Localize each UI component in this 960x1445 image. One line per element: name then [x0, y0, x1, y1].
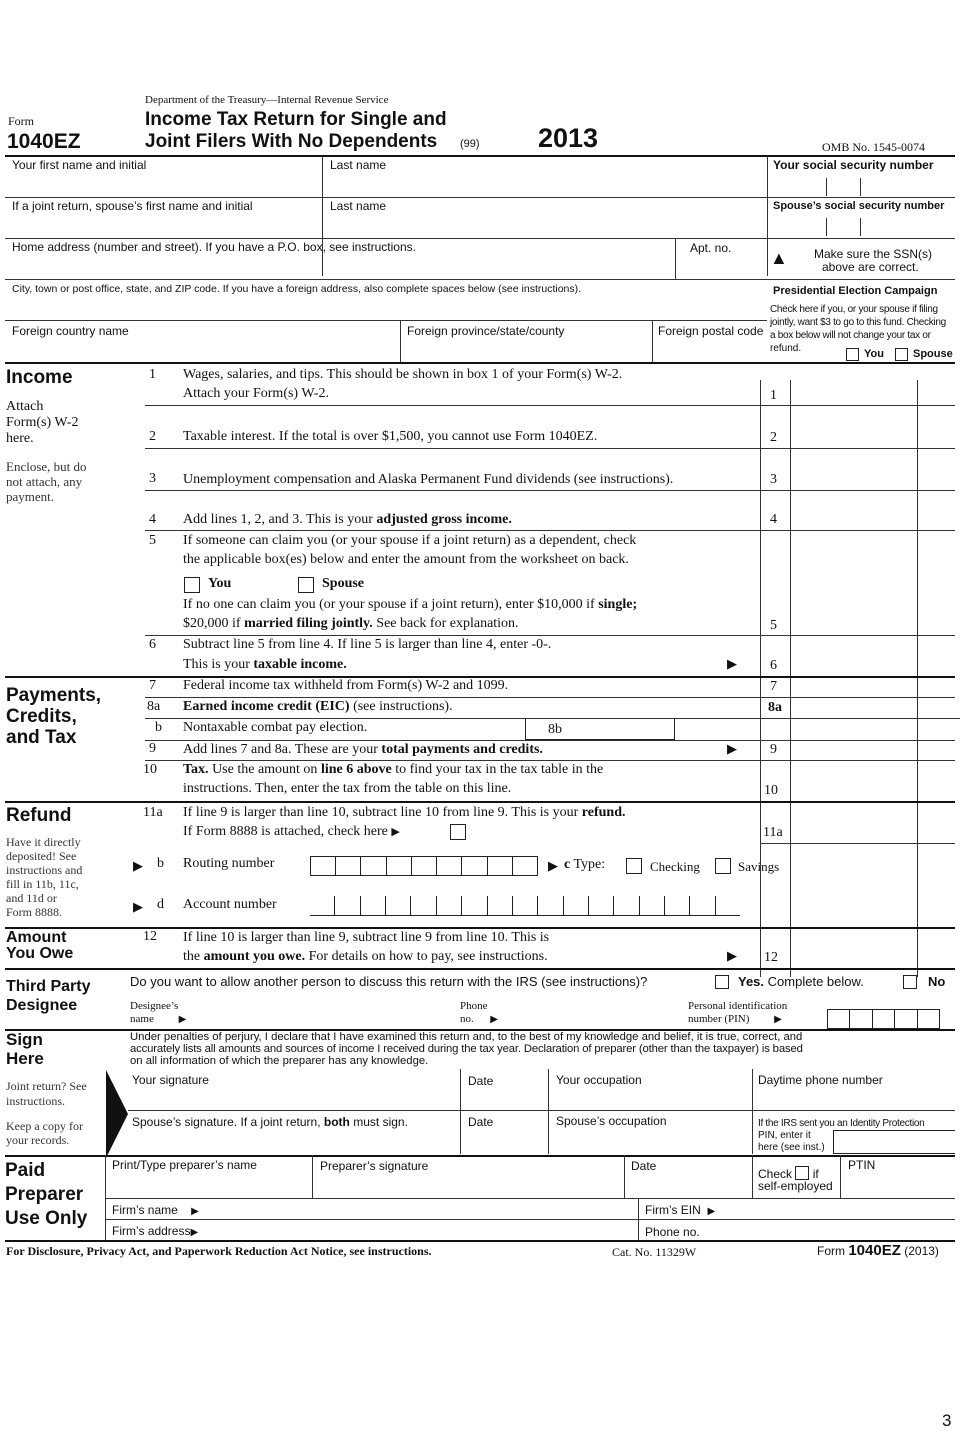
line-5-box-number: 5 [770, 618, 777, 633]
row-line [5, 238, 955, 239]
campaign-text1: Check here if you, or your spouse if filing [770, 304, 938, 315]
line-3-number: 3 [149, 471, 156, 486]
row-line [145, 448, 955, 449]
line-1-box-number: 1 [770, 388, 777, 403]
line-8a-box-number: 8a [768, 700, 782, 715]
row-line [5, 1240, 955, 1242]
ssn-note-line1: Make sure the SSN(s) [814, 247, 933, 261]
line-10-box-number: 10 [764, 783, 778, 798]
omb-number: OMB No. 1545-0074 [822, 140, 926, 154]
tax-year: 2013 [538, 123, 599, 153]
attach-note2: Form(s) W-2 [6, 415, 79, 430]
enclose-note1: Enclose, but do [6, 459, 87, 474]
form-code: (99) [460, 138, 480, 150]
sign-heading1: Sign [6, 1030, 43, 1049]
line-5-text-a: If someone can claim you (or your spouse if a joint return) as a dependent, check [183, 533, 637, 548]
ptin-field[interactable]: PTIN [848, 1158, 876, 1172]
checking-label: Checking [650, 859, 700, 874]
line-5-text-d: $20,000 if married filing jointly. See back for explanation. [183, 616, 519, 631]
spouse-date-field[interactable]: Date [468, 1115, 494, 1129]
spouse-occupation-field[interactable]: Spouse’s occupation [556, 1114, 667, 1128]
amount-column-line [917, 380, 918, 977]
line-4-text: Add lines 1, 2, and 3. This is your adjusted gross income. [183, 512, 512, 527]
payments-heading1: Payments, [6, 685, 102, 706]
line-12-box-number: 12 [764, 950, 778, 965]
arrow-right-icon: ▶ [133, 899, 143, 914]
line-11c-label: c Type: [564, 857, 606, 872]
footer-form-id: Form 1040EZ (2013) [817, 1242, 939, 1259]
sign-arrow-icon [104, 1070, 128, 1158]
campaign-title: Presidential Election Campaign [773, 285, 938, 297]
daytime-phone-field[interactable]: Daytime phone number [758, 1073, 883, 1087]
ip-pin-field[interactable] [833, 1130, 955, 1154]
arrow-right-icon: ▶ [391, 826, 400, 838]
row-line [145, 635, 955, 636]
divider [652, 320, 653, 362]
first-name-field[interactable]: Your first name and initial [12, 158, 147, 172]
spouse-last-name-field[interactable]: Last name [330, 199, 387, 213]
designee-pin-label1: Personal identification [688, 1000, 788, 1012]
line-6-text-a: Subtract line 5 from line 4. If line 5 is larger than line 4, enter -0-. [183, 637, 552, 652]
designee-phone-label1: Phone [460, 1000, 488, 1012]
payments-heading2: Credits, [6, 706, 77, 727]
preparer-heading2: Preparer [5, 1184, 84, 1205]
form-number: 1040EZ [7, 130, 81, 153]
attach-note1: Attach [6, 399, 44, 414]
line-2-text: Taxable interest. If the total is over $1,500, you cannot use Form 1040EZ. [183, 429, 598, 444]
line-3-text: Unemployment compensation and Alaska Permanent Fund dividends (see instructions). [183, 472, 674, 487]
line-12-text-b: the amount you owe. For details on how to pay, see instructions. [183, 949, 548, 964]
line-8b-text: Nontaxable combat pay election. [183, 720, 368, 735]
line-5-text-b: the applicable box(es) below and enter the amount from the worksheet on back. [183, 552, 629, 567]
line-8a-number: 8a [147, 699, 161, 714]
row-line [128, 1110, 955, 1111]
designee-yes-checkbox[interactable] [715, 975, 729, 989]
sign-date-field[interactable]: Date [468, 1074, 494, 1088]
line-1-text: Wages, salaries, and tips. This should be shown in box 1 of your Form(s) W-2. [183, 367, 623, 382]
line-9-text: Add lines 7 and 8a. These are your total payments and credits. [183, 742, 543, 757]
ssn-separator [826, 178, 827, 196]
catalog-number: Cat. No. 11329W [612, 1245, 697, 1259]
row-line [5, 362, 767, 364]
department-label: Department of the Treasury—Internal Revenue Service [145, 94, 389, 106]
line-11a-text-a: If line 9 is larger than line 10, subtract line 10 from line 9. This is your refund. [183, 805, 626, 820]
line-8a-text: Earned income credit (EIC) (see instructions). [183, 699, 453, 714]
line-8b-box-label: 8b [548, 722, 562, 737]
payments-heading3: and Tax [6, 727, 77, 748]
perjury-text3: on all information of which the preparer has any knowledge. [130, 1055, 429, 1067]
amount-owe-heading1: Amount [6, 929, 67, 946]
third-party-heading1: Third Party [6, 978, 91, 995]
firm-phone-field[interactable]: Phone no. [645, 1225, 700, 1239]
amount-column-line [760, 380, 761, 977]
campaign-you-checkbox[interactable] [846, 348, 859, 361]
divider [312, 1155, 313, 1198]
firm-name-field[interactable]: Firm’s name ▶ [112, 1203, 199, 1217]
line-1-amount-field[interactable] [790, 380, 917, 406]
line-11d-label: d [157, 897, 164, 912]
page-number: 3 [942, 1411, 952, 1430]
header-rule [5, 155, 955, 157]
preparer-date-field[interactable]: Date [631, 1159, 657, 1173]
enclose-note3: payment. [6, 489, 55, 504]
divider [840, 1155, 841, 1198]
firm-address-field[interactable]: Firm’s address▶ [112, 1224, 199, 1238]
income-heading: Income [6, 367, 73, 388]
campaign-text2: jointly, want $3 to go to this fund. Checking [770, 317, 946, 328]
arrow-right-icon: ▶ [190, 1227, 199, 1238]
joint-note2: instructions. [6, 1094, 65, 1108]
refund-note3: instructions and [6, 863, 83, 877]
campaign-spouse-checkbox[interactable] [895, 348, 908, 361]
row-line [760, 843, 955, 844]
line-1-number: 1 [149, 367, 156, 382]
savings-checkbox[interactable] [715, 858, 731, 874]
line-9-number: 9 [149, 741, 156, 756]
preparer-signature-field[interactable]: Preparer’s signature [320, 1159, 429, 1173]
row-line [5, 801, 955, 803]
arrow-right-icon: ▶ [707, 1206, 716, 1217]
divider [752, 1155, 753, 1198]
ssn-separator [860, 178, 861, 196]
divider [460, 1069, 461, 1154]
line-7-box-number: 7 [770, 679, 777, 694]
line-11a-box-number: 11a [763, 825, 783, 840]
ssn-note-line2: above are correct. [822, 260, 919, 274]
line-5-you-label: You [208, 576, 232, 591]
refund-note4: fill in 11b, 11c, [6, 877, 79, 891]
row-line [767, 279, 955, 280]
line-1-text-b: Attach your Form(s) W-2. [183, 386, 329, 401]
checking-checkbox[interactable] [626, 858, 642, 874]
designee-name-label1: Designee’s [130, 1000, 179, 1012]
line-2-number: 2 [149, 429, 156, 444]
arrow-right-icon: ▶ [774, 1014, 782, 1025]
ip-pin-label1: If the IRS sent you an Identity Protection [758, 1118, 925, 1129]
line-8b-number: b [155, 720, 162, 735]
designee-no-checkbox[interactable] [903, 975, 917, 989]
form-8888-checkbox[interactable] [450, 824, 466, 840]
divider [675, 238, 676, 280]
foreign-postal-field[interactable]: Foreign postal code [658, 324, 764, 338]
row-line [145, 760, 955, 761]
line-4-number: 4 [149, 512, 156, 527]
designee-pin-label2: number (PIN) ▶ [688, 1013, 782, 1025]
ssn-separator [826, 218, 827, 236]
preparer-name-field[interactable]: Print/Type preparer’s name [112, 1158, 257, 1172]
divider [548, 1069, 549, 1154]
line-6-box-number: 6 [770, 658, 777, 673]
line-6-text-b: This is your taxable income. [183, 657, 347, 672]
line-9-box-number: 9 [770, 742, 777, 757]
refund-note2: deposited! See [6, 849, 77, 863]
row-line [145, 740, 955, 741]
line-6-number: 6 [149, 637, 156, 652]
refund-note5: and 11d or [6, 891, 57, 905]
city-field[interactable]: City, town or post office, state, and ZIP code. If you have a foreign address, also complete spaces below (see instructions). [12, 283, 582, 295]
divider [624, 1155, 625, 1198]
foreign-province-field[interactable]: Foreign province/state/county [407, 324, 565, 338]
line-11a-number: 11a [143, 805, 163, 820]
last-name-field[interactable]: Last name [330, 158, 387, 172]
arrow-right-icon: ▶ [191, 1206, 199, 1217]
form-title-line1: Income Tax Return for Single and [145, 109, 447, 130]
designee-pin-field[interactable] [827, 1009, 940, 1029]
divider [752, 1069, 753, 1154]
arrow-right-icon: ▶ [727, 948, 737, 963]
designee-name-label2: name ▶ [130, 1013, 187, 1025]
row-line [145, 490, 955, 491]
divider [767, 156, 768, 276]
row-line [767, 362, 955, 364]
line-11b-label: b [157, 856, 164, 871]
perjury-text1: Under penalties of perjury, I declare that I have examined this return and, to the best of my knowledge and belief, it is true, correct, and [130, 1031, 803, 1043]
your-signature-field[interactable]: Your signature [132, 1073, 209, 1087]
firm-ein-field[interactable]: Firm’s EIN ▶ [645, 1203, 716, 1217]
row-line [5, 968, 955, 970]
line-3-box-number: 3 [770, 472, 777, 487]
line-12-text-a: If line 10 is larger than line 9, subtract line 9 from line 10. This is [183, 930, 550, 945]
apt-field[interactable]: Apt. no. [690, 241, 732, 255]
designee-phone-label2: no. ▶ [460, 1013, 498, 1025]
line-5-number: 5 [149, 533, 156, 548]
form-title-line2: Joint Filers With No Dependents [145, 131, 438, 152]
arrow-right-icon: ▶ [133, 858, 143, 873]
self-employed-label2: self-employed [758, 1179, 833, 1193]
refund-note6: Form 8888. [6, 905, 63, 919]
enclose-note2: not attach, any [6, 474, 83, 489]
line-2-box-number: 2 [770, 430, 777, 445]
preparer-heading3: Use Only [5, 1208, 88, 1229]
row-line [5, 197, 955, 198]
spouse-signature-field[interactable]: Spouse’s signature. If a joint return, both must sign. [132, 1115, 408, 1129]
preparer-heading1: Paid [5, 1160, 46, 1181]
joint-note1: Joint return? See [6, 1079, 87, 1093]
ssn-field[interactable]: Your social security number [773, 158, 934, 172]
amount-column-line [790, 380, 791, 977]
arrow-right-icon: ▶ [727, 741, 737, 756]
row-line [145, 697, 955, 698]
designee-no-label: No [928, 974, 946, 989]
campaign-spouse-label: Spouse [913, 348, 953, 360]
line-7-number: 7 [149, 678, 156, 693]
divider [400, 320, 401, 362]
perjury-text2: accurately lists all amounts and sources of income I received during the tax year. Declaration of preparer (other than the taxpayer) is based [130, 1043, 803, 1055]
ssn-separator [860, 218, 861, 236]
third-party-heading2: Designee [6, 997, 78, 1014]
line-10-number: 10 [143, 762, 157, 777]
attach-note3: here. [6, 431, 34, 446]
third-party-question: Do you want to allow another person to discuss this return with the IRS (see instructions)? [130, 974, 648, 989]
form-label: Form [8, 114, 35, 128]
refund-heading: Refund [6, 805, 72, 826]
row-line [5, 1155, 955, 1157]
line-10-text-b: instructions. Then, enter the tax from the table on this line. [183, 781, 512, 796]
line-5-spouse-label: Spouse [322, 576, 365, 591]
spouse-first-name-field[interactable]: If a joint return, spouse’s first name and initial [12, 199, 253, 213]
spouse-ssn-field[interactable]: Spouse’s social security number [773, 200, 945, 212]
designee-yes-label: Yes. Complete below. [738, 974, 864, 989]
keep-note1: Keep a copy for [6, 1119, 83, 1133]
arrow-right-icon: ▶ [178, 1014, 187, 1025]
line-12-number: 12 [143, 929, 157, 944]
occupation-field[interactable]: Your occupation [556, 1073, 642, 1087]
amount-owe-heading2: You Owe [6, 945, 74, 962]
line-4-box-number: 4 [770, 512, 777, 527]
account-number-label: Account number [183, 897, 277, 912]
home-address-field[interactable]: Home address (number and street). If you have a P.O. box, see instructions. [12, 240, 416, 254]
routing-number-field[interactable] [310, 856, 538, 876]
routing-number-label: Routing number [183, 856, 275, 871]
line-11a-text-b: If Form 8888 is attached, check here ▶ [183, 824, 400, 839]
line-5-you-checkbox[interactable] [184, 577, 200, 593]
foreign-country-field[interactable]: Foreign country name [12, 324, 129, 338]
campaign-text4: refund. [770, 343, 802, 354]
row-line [145, 530, 955, 531]
row-line [5, 279, 767, 280]
savings-label: Savings [738, 859, 780, 874]
arrow-right-icon: ▶ [548, 858, 558, 873]
arrow-right-icon: ▶ [490, 1014, 498, 1025]
account-number-field[interactable] [310, 896, 740, 916]
self-employed-checkbox[interactable] [795, 1166, 809, 1180]
disclosure-notice: For Disclosure, Privacy Act, and Paperwork Reduction Act Notice, see instructions. [6, 1244, 432, 1258]
row-line [105, 1198, 955, 1199]
arrow-right-icon: ▶ [727, 656, 737, 671]
warning-triangle-icon: ▲ [770, 248, 788, 268]
keep-note2: your records. [6, 1133, 70, 1147]
divider [322, 156, 323, 276]
campaign-text3: a box below will not change your tax or [770, 330, 931, 341]
line-10-text-a: Tax. Use the amount on line 6 above to find your tax in the tax table in the [183, 762, 604, 777]
line-7-text: Federal income tax withheld from Form(s) W-2 and 1099. [183, 678, 509, 693]
ip-pin-label2: PIN, enter it [758, 1130, 811, 1141]
line-5-text-c: If no one can claim you (or your spouse if a joint return), enter $10,000 if single; [183, 597, 638, 612]
self-employed-label: Check if [758, 1167, 819, 1181]
ip-pin-label3: here (see inst.) [758, 1142, 825, 1153]
campaign-you-label: You [864, 348, 884, 360]
refund-note1: Have it directly [6, 835, 81, 849]
sign-heading2: Here [6, 1049, 44, 1068]
row-line [105, 1219, 955, 1220]
line-5-spouse-checkbox[interactable] [298, 577, 314, 593]
